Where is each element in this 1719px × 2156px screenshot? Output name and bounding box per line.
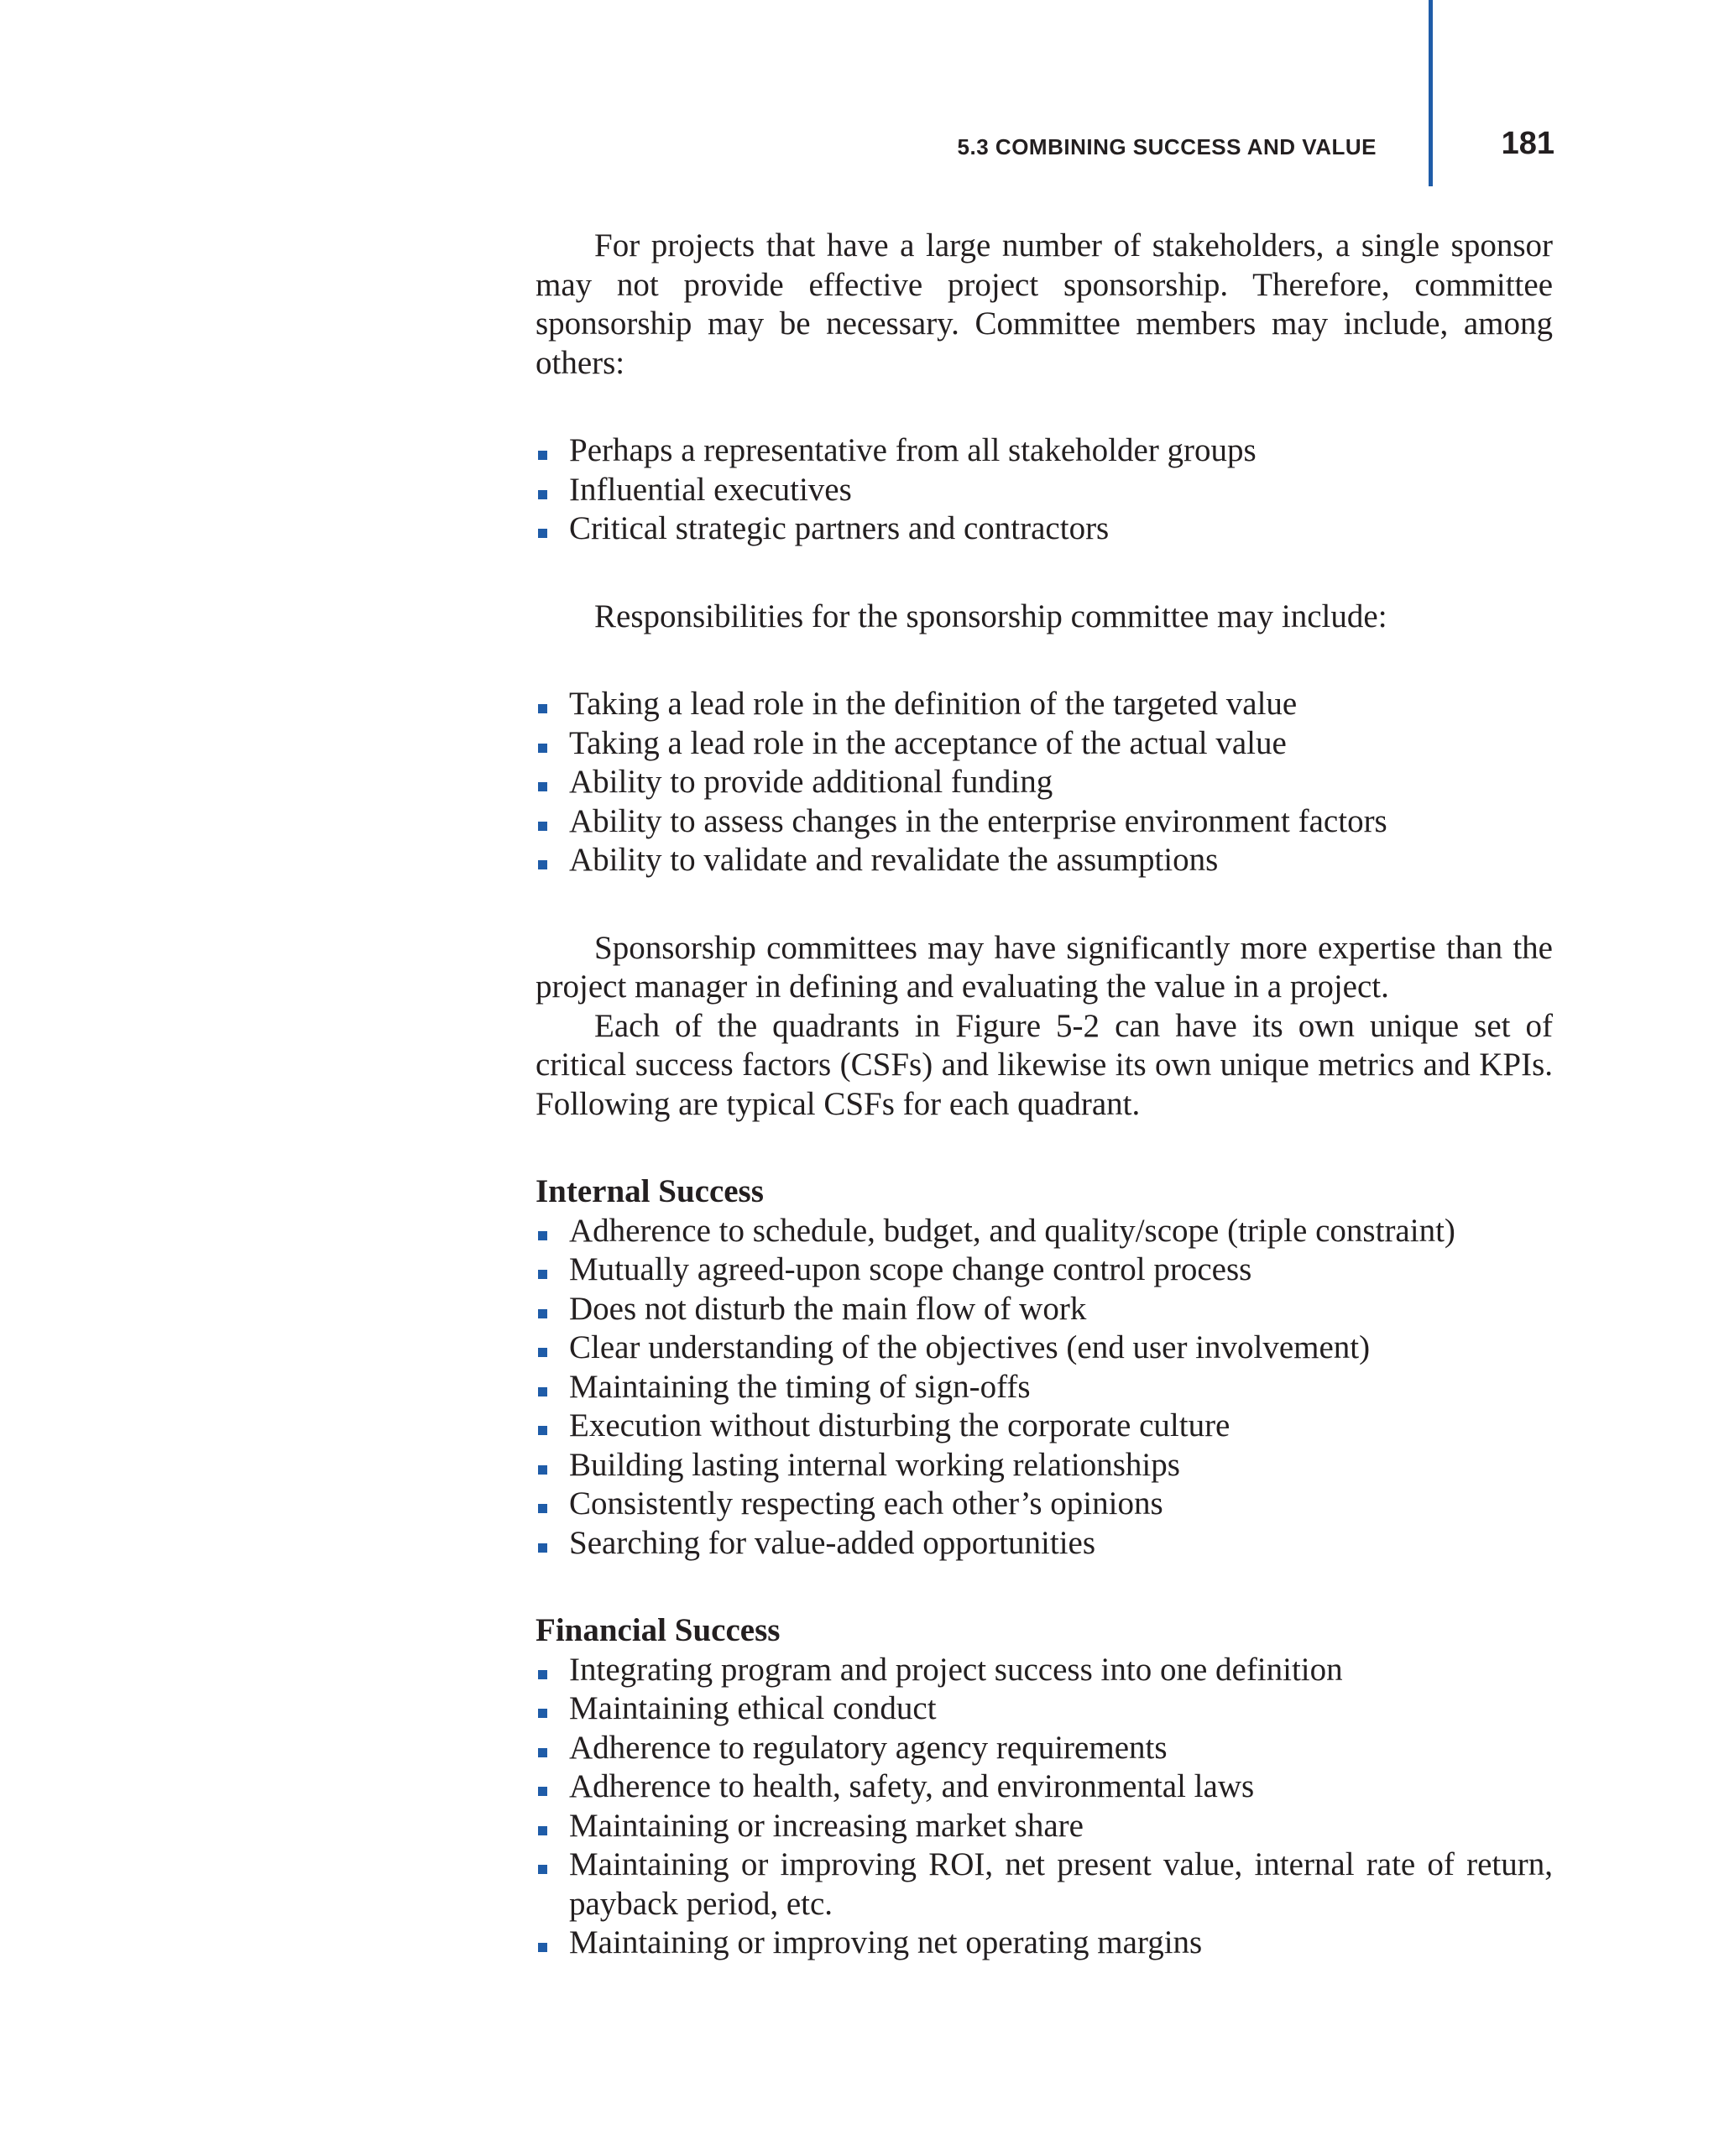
internal-success-heading: Internal Success [536, 1173, 764, 1209]
square-bullet-icon [538, 1504, 547, 1513]
quadrants-paragraph: Each of the quadrants in Figure 5-2 can have its own unique set of critical success factors (CSFs) and likewise its own unique metrics and KPIs. Following are typical CSFs for each quadrant. [536, 1007, 1553, 1122]
list-item [536, 471, 1553, 510]
list-item-text: Integrating program and project success into one definition [569, 1651, 1343, 1688]
page-number: 181 [1501, 126, 1554, 161]
list-item [536, 724, 1553, 764]
list-item-text: Maintaining or improving ROI, net present value, internal rate of return, payback period, etc. [569, 1846, 1553, 1922]
list-item-text: Clear understanding of the objectives (end user involvement) [569, 1329, 1371, 1365]
list-item-text: Adherence to regulatory agency requirements [569, 1729, 1168, 1766]
square-bullet-icon [538, 1943, 547, 1952]
list-item [536, 1845, 1553, 1924]
square-bullet-icon [538, 451, 547, 460]
intro-paragraph: For projects that have a large number of stakeholders, a single sponsor may not provide effective project sponsorship. Therefore, committee sponsorship may be necessary. Committee members may include, among others: [536, 227, 1553, 381]
list-item [536, 1212, 1553, 1251]
responsibilities-intro: Responsibilities for the sponsorship committee may include: [594, 598, 1387, 634]
square-bullet-icon [538, 1865, 547, 1874]
list-item-text: Searching for value-added opportunities [569, 1524, 1096, 1561]
list-item [536, 1729, 1553, 1768]
list-item-text: Maintaining the timing of sign-offs [569, 1368, 1031, 1405]
expertise-paragraph: Sponsorship committees may have significantly more expertise than the project manager in defining and evaluating the value in a project. [536, 929, 1553, 1005]
spacer [536, 549, 1553, 598]
responsibilities-list [536, 685, 1553, 880]
list-item [536, 1767, 1553, 1807]
list-item-text: Ability to validate and revalidate the assumptions [569, 842, 1219, 878]
square-bullet-icon [538, 1748, 547, 1757]
list-item [536, 841, 1553, 880]
square-bullet-icon [538, 1465, 547, 1475]
list-item-text: Adherence to health, safety, and environmental laws [569, 1768, 1255, 1804]
square-bullet-icon [538, 782, 547, 791]
list-item [536, 1651, 1553, 1690]
list-item [536, 1407, 1553, 1446]
list-item-text: Execution without disturbing the corporate culture [569, 1407, 1230, 1443]
square-bullet-icon [538, 1670, 547, 1679]
list-item-text: Maintaining or improving net operating margins [569, 1924, 1203, 1960]
list-item-text: Maintaining ethical conduct [569, 1690, 937, 1726]
list-item-text: Maintaining or increasing market share [569, 1807, 1084, 1844]
list-item [536, 509, 1553, 549]
list-item [536, 1485, 1553, 1524]
spacer [536, 636, 1553, 685]
list-item [536, 802, 1553, 842]
internal-success-list [536, 1212, 1553, 1563]
list-item-text: Perhaps a representative from all stakeholder groups [569, 432, 1257, 468]
list-item-text: Ability to assess changes in the enterprise environment factors [569, 802, 1387, 839]
list-item-text: Taking a lead role in the definition of the targeted value [569, 686, 1298, 722]
list-item [536, 1290, 1553, 1329]
square-bullet-icon [538, 744, 547, 753]
list-item-text: Consistently respecting each other’s opinions [569, 1485, 1163, 1522]
square-bullet-icon [538, 1709, 547, 1718]
square-bullet-icon [538, 704, 547, 713]
running-head: 5.3 COMBINING SUCCESS AND VALUE [957, 134, 1377, 159]
list-item [536, 685, 1553, 724]
square-bullet-icon [538, 1270, 547, 1279]
list-item-text: Ability to provide additional funding [569, 764, 1053, 800]
list-item-text: Building lasting internal working relationships [569, 1446, 1180, 1483]
list-item [536, 431, 1553, 471]
list-item-text: Influential executives [569, 471, 852, 508]
list-item-text: Does not disturb the main flow of work [569, 1290, 1087, 1327]
page-body [536, 227, 1553, 1963]
square-bullet-icon [538, 529, 547, 538]
square-bullet-icon [538, 1426, 547, 1435]
square-bullet-icon [538, 1309, 547, 1318]
spacer [536, 1124, 1553, 1172]
list-item [536, 1250, 1553, 1290]
list-item [536, 1446, 1553, 1485]
square-bullet-icon [538, 822, 547, 831]
committee-members-list [536, 431, 1553, 549]
list-item [536, 763, 1553, 802]
header-rule [1429, 0, 1433, 186]
square-bullet-icon [538, 490, 547, 499]
list-item-text: Taking a lead role in the acceptance of the actual value [569, 724, 1287, 761]
list-item [536, 1689, 1553, 1729]
list-item [536, 1329, 1553, 1368]
list-item [536, 1807, 1553, 1846]
list-item-text: Mutually agreed-upon scope change control process [569, 1251, 1252, 1287]
square-bullet-icon [538, 1543, 547, 1553]
financial-success-heading: Financial Success [536, 1612, 781, 1648]
square-bullet-icon [538, 1787, 547, 1796]
square-bullet-icon [538, 1231, 547, 1240]
list-item-text: Critical strategic partners and contractors [569, 510, 1110, 546]
square-bullet-icon [538, 860, 547, 869]
square-bullet-icon [538, 1387, 547, 1396]
list-item [536, 1368, 1553, 1407]
list-item [536, 1924, 1553, 1963]
spacer [536, 1563, 1553, 1611]
list-item-text: Adherence to schedule, budget, and quality/scope (triple constraint) [569, 1212, 1455, 1249]
financial-success-list [536, 1651, 1553, 1963]
spacer [536, 383, 1553, 431]
square-bullet-icon [538, 1826, 547, 1835]
list-item [536, 1524, 1553, 1563]
spacer [536, 880, 1553, 929]
square-bullet-icon [538, 1348, 547, 1357]
